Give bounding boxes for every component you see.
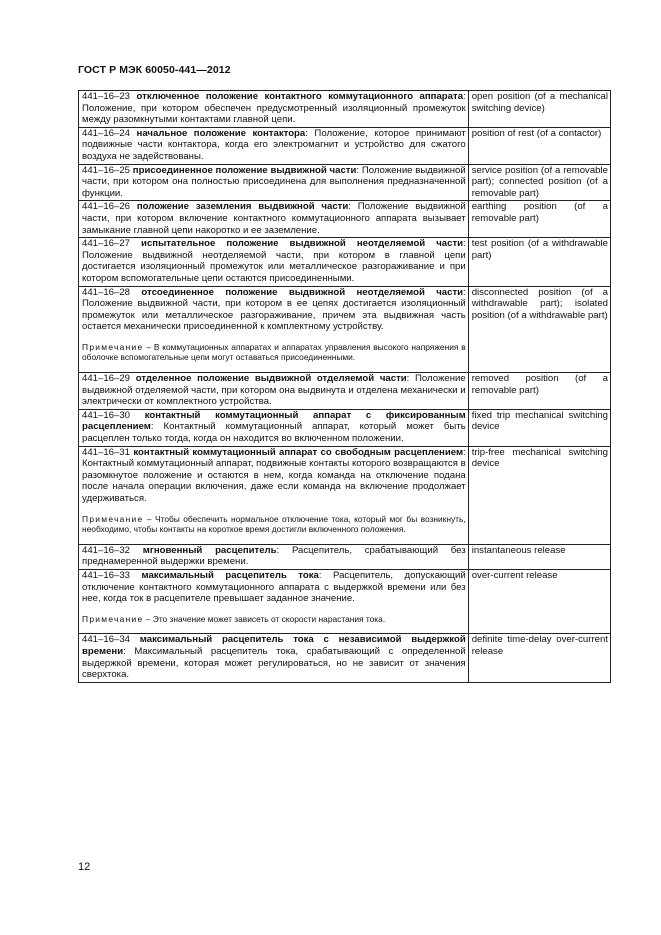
note-text: Это значение может зависеть от скорости нарастания тока. <box>152 613 386 624</box>
table-row <box>79 446 611 544</box>
terms-table <box>78 90 611 683</box>
english-term-cell: instantaneous release <box>468 544 610 569</box>
term-definition: : Максимальный расцепитель тока, срабатывающий с определенной выдержкой времени, которая может регулироваться, но не зависит от значения сверхтока. <box>82 645 466 681</box>
term-definition-cell <box>79 446 469 544</box>
english-term-cell: service position (of a removable part); connected position (of a removable part) <box>468 164 610 201</box>
term-name: мгновенный расцепитель <box>142 544 277 556</box>
term-name: контактный коммутационный аппарат со свободным расцеплением <box>133 446 464 458</box>
terms-table-body <box>79 91 611 683</box>
term-name: присоединенное положение выдвижной части <box>132 164 357 176</box>
english-term-cell: earthing position (of a removable part) <box>468 201 610 238</box>
note-dash: – <box>143 341 154 352</box>
term-name: отключенное положение контактного коммутационного аппарата <box>136 91 464 102</box>
note-spacer <box>82 535 466 543</box>
term-definition-cell <box>79 544 469 569</box>
english-term-cell: position of rest (of a contactor) <box>468 127 610 164</box>
term-code: 441–16–32 <box>82 544 131 556</box>
term-definition-cell <box>79 238 469 286</box>
table-row <box>79 409 611 446</box>
term-definition: : Контактный коммутационный аппарат, подвижные контакты которого возвращаются в разомкнутое положение и остаются в нем, когда команда на отключение подана после начала операции включения, даже если команда на включение продолжает удерживаться. <box>82 446 466 504</box>
term-definition-cell <box>79 409 469 446</box>
term-code: 441–16–25 <box>82 164 131 176</box>
term-code: 441–16–30 <box>82 409 131 421</box>
english-term-cell: fixed trip mechanical switching device <box>468 409 610 446</box>
table-row <box>79 634 611 682</box>
term-code: 441–16–31 <box>82 446 131 458</box>
table-row <box>79 238 611 286</box>
term-code: 441–16–27 <box>82 238 131 250</box>
term-definition: : Положение, при котором обеспечен предусмотренный изоляционный промежуток между разомкнутыми контактами главной цепи. <box>82 91 466 126</box>
term-definition: : Расцепитель, срабатывающий без преднамеренной выдержки времени. <box>82 544 466 568</box>
term-definition-cell <box>79 634 469 682</box>
english-term-cell: over-current release <box>468 569 610 633</box>
term-definition-cell <box>79 286 469 373</box>
english-term-cell: open position (of a mechanical switching device) <box>468 91 610 128</box>
term-code: 441–16–24 <box>82 127 131 139</box>
table-row <box>79 569 611 633</box>
english-term-cell: disconnected position (of a withdrawable part); isolated position (of a withdrawable part) <box>468 286 610 373</box>
note-text: Чтобы обеспечить нормальное отключение тока, который мог бы возникнуть, необходимо, чтобы контакты на короткое время достигли включенного положения. <box>82 513 466 535</box>
term-name: отсоединенное положение выдвижной неотделяемой части <box>141 286 464 298</box>
note-text: В коммутационных аппаратах и аппаратах управления высокого напряжения в оболочке вспомогательные цепи могут оставаться присоединенными. <box>82 341 466 363</box>
term-code: 441–16–23 <box>82 91 131 102</box>
term-name: начальное положение контактора <box>136 127 306 139</box>
table-row <box>79 373 611 410</box>
note-dash: – <box>143 513 155 524</box>
table-row <box>79 127 611 164</box>
term-code: 441–16–34 <box>82 634 131 646</box>
term-definition-cell <box>79 373 469 410</box>
english-term-cell: removed position (of a removable part) <box>468 373 610 410</box>
page-number: 12 <box>78 861 91 873</box>
term-definition: : Положение выдвижной части, при котором она полностью присоединена для выполнения предназначенной функции. <box>82 164 466 199</box>
term-definition-cell <box>79 201 469 238</box>
note-label: Примечание <box>82 341 144 352</box>
term-name: испытательное положение выдвижной неотделяемой части <box>141 238 464 250</box>
term-definition-cell <box>79 164 469 201</box>
document-header: ГОСТ Р МЭК 60050-441—2012 <box>78 64 231 76</box>
term-note <box>82 342 466 363</box>
note-label: Примечание <box>82 613 144 624</box>
term-name: положение заземления выдвижной части <box>136 201 349 213</box>
table-row <box>79 91 611 128</box>
term-definition: : Расцепитель, допускающий отключение контактного коммутационного аппарата с выдержкой времени или без нее, когда ток в расцепителе превышает заданное значение. <box>82 569 466 605</box>
term-code: 441–16–28 <box>82 286 131 298</box>
table-row <box>79 164 611 201</box>
term-definition: : Положение, которое принимают подвижные части контактора, когда его электромагнит и устройство для сжатого воздуха не задействованы. <box>82 127 466 162</box>
note-spacer <box>82 624 466 632</box>
english-term-cell: trip-free mechanical switching device <box>468 446 610 544</box>
term-definition: : Положение выдвижной части, при котором включение контактного коммутационного аппарата вызывает замыкание главной цепи накоротко и ее заземление. <box>82 201 466 236</box>
english-term-cell: test position (of a withdrawable part) <box>468 238 610 286</box>
term-definition-cell <box>79 127 469 164</box>
table-row <box>79 286 611 373</box>
term-definition: : Контактный коммутационный аппарат, который может быть расцеплен только тогда, когда он находится во включенном положении. <box>82 421 466 445</box>
term-code: 441–16–33 <box>82 569 131 581</box>
term-name: отделенное положение выдвижной отделяемой части <box>135 373 407 385</box>
term-code: 441–16–29 <box>82 373 131 385</box>
table-row <box>79 544 611 569</box>
term-definition: : Положение выдвижной отделяемой части, при котором она выдвинута и отделена механически и электрически от комплектного устройства. <box>82 373 466 408</box>
term-definition: : Положение выдвижной части, при котором в ее цепях достигается изоляционный промежуток или металлическое разгораживание, причем эта выдвижная часть остается механически присоединенной к комплектному устройству. <box>82 286 466 333</box>
note-spacer <box>82 363 466 371</box>
note-label: Примечание <box>82 513 144 524</box>
english-term-cell: definite time-delay over-current release <box>468 634 610 682</box>
term-name: максимальный расцепитель тока <box>141 569 319 581</box>
term-definition-cell <box>79 569 469 633</box>
term-definition-cell <box>79 91 469 128</box>
term-note <box>82 614 466 625</box>
note-dash: – <box>143 613 153 624</box>
term-name: контактный коммутационный аппарат с фиксированным расцеплением <box>82 409 466 433</box>
term-definition: : Положение выдвижной неотделяемой части, при котором в главной цепи достигается изоляционный промежуток или металлическое разгораживание и при котором вспомогательные цепи остаются присоединенными. <box>82 238 466 284</box>
table-row <box>79 201 611 238</box>
term-code: 441–16–26 <box>82 201 131 213</box>
term-note <box>82 514 466 535</box>
term-name: максимальный расцепитель тока с независимой выдержкой времени <box>82 634 466 657</box>
